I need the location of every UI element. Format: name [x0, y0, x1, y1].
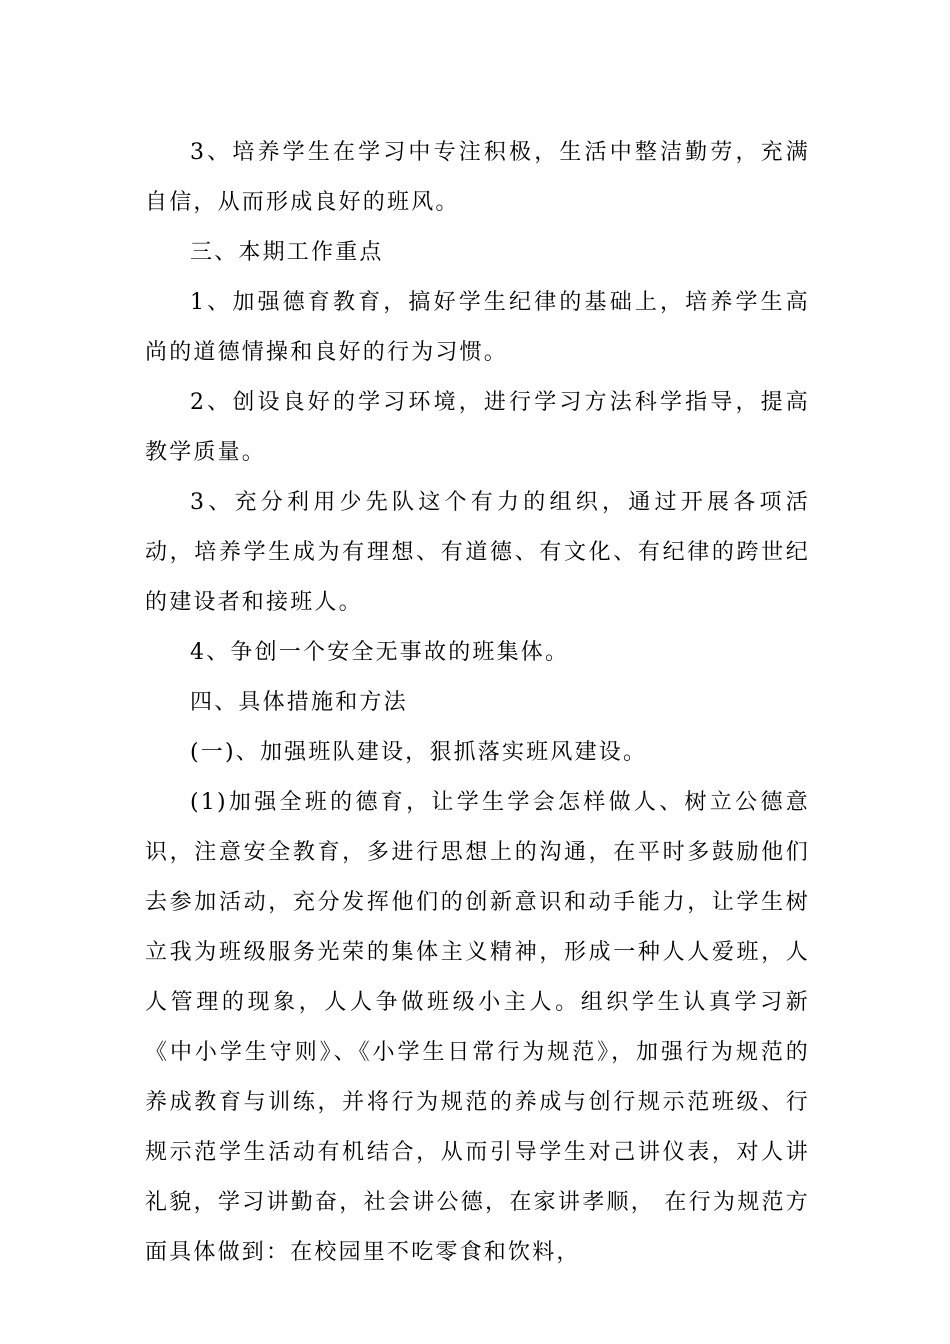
subheading-class-building: (一)、加强班队建设，狠抓落实班风建设。	[190, 740, 648, 765]
section-heading-focus: 三、本期工作重点	[190, 240, 384, 265]
paragraph-moral-education: (1)加强全班的德育，让学生学会怎样做人、树立公德意识，注意安全教育，多进行思想上的沟通，在平时多鼓励他们去参加活动，充分发挥他们的创新意识和动手能力，让学生树立我为班级服务光荣的集体主义精神，形成一种人人爱班，人人管理的现象，人人争做班级小主人。组织学生认真学习新《中小学生守则》、《小学生日常行为规范》，加强行为规范的养成教育与训练，并将行为规范的养成与创行规示范班级、行规示范学生活动有机结合，从而引导学生对己讲仪表，对人讲礼貌，学习讲勤奋，社会讲公德，在家讲孝顺， 在行为规范方面具体做到：在校园里不吃零食和饮料，	[145, 790, 810, 1265]
paragraph-focus-1: 1、加强德育教育，搞好学生纪律的基础上，培养学生高尚的道德情操和良好的行为习惯。	[145, 290, 810, 365]
paragraph-focus-4: 4、争创一个安全无事故的班集体。	[190, 640, 570, 665]
document-body	[145, 128, 810, 1278]
paragraph-focus-2: 2、创设良好的学习环境，进行学习方法科学指导，提高教学质量。	[145, 390, 810, 465]
section-heading-measures: 四、具体措施和方法	[190, 690, 408, 715]
paragraph-goal-3: 3、培养学生在学习中专注积极，生活中整洁勤劳，充满自信，从而形成良好的班风。	[145, 140, 810, 215]
paragraph-focus-3: 3、充分利用少先队这个有力的组织，通过开展各项活动，培养学生成为有理想、有道德、有文化、有纪律的跨世纪的建设者和接班人。	[145, 490, 810, 615]
